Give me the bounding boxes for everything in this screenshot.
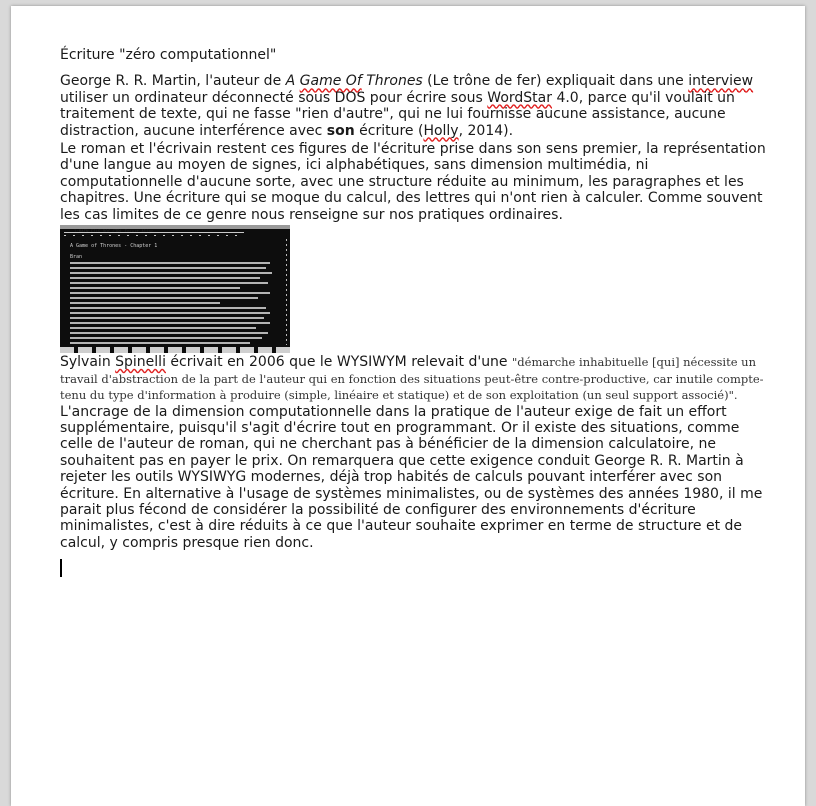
misspelled-word[interactable]: Spinelli <box>115 354 166 371</box>
text-cursor <box>60 559 62 577</box>
wordstar-ruler-ticks <box>64 235 244 236</box>
text-line <box>70 302 220 304</box>
italic-run: Thrones <box>361 73 423 90</box>
text-run: 4.0, parce qu'il voulait un traitement de texte, qui ne fasse "rien d'autre", qui ne lui fournisse aucune assistance, aucune distraction, aucune interférence avec <box>60 89 735 139</box>
text-line <box>70 292 270 294</box>
text-run: L'ancrage de la dimension computationnelle dans la pratique de l'auteur exige de fait un effort supplémentaire, puisqu'il s'agit d'écrire tout en programmant. Or il existe des situations, comme celle de l'auteur de roman, qui ne cherchant pas à bénéficier de la dimension calculatoire, ne souhaitent pas en payer le prix. On remarquera que cette exigence conduit George R. R. Martin à rejeter les outils WYSIWYG modernes, déjà trop habités de calculs pouvant interférer avec son écriture. En alternative à l'usage de systèmes minimalistes, ou de systèmes des années 1980, il me parait plus fécond de considérer la possibilité de configurer des environnements d'écriture minimalistes, c'est à dire réduits à ce que l'auteur souhaite exprimer en terme de structure et de calcul, y compris presque rien donc. <box>60 403 763 551</box>
text-line <box>70 332 268 334</box>
paragraph-2[interactable]: Le roman et l'écrivain restent ces figures de l'écriture prise dans son sens premier, la représentation d'une langue au moyen de signes, ici alphabétiques, sans dimension multimédia, ni computationnelle d'aucune sorte, avec une structure réduite au minimum, les paragraphes et les chapitres. Une écriture qui se moque du calcul, des lettres qui n'ont rien à calculer. Comme souvent les cas limites de ce genre nous renseigne sur nos pratiques ordinaires. <box>60 141 766 223</box>
italic-run: A <box>285 73 300 90</box>
document-page[interactable] <box>11 6 805 806</box>
paragraph-3[interactable] <box>60 354 768 551</box>
text-run: écrivait en 2006 que le WYSIWYM relevait d'une <box>165 354 512 371</box>
text-run: , 2014). <box>458 122 514 139</box>
paragraph-1[interactable] <box>60 73 768 139</box>
text-line <box>70 342 250 344</box>
text-line <box>70 337 262 339</box>
misspelled-word[interactable]: Holly <box>423 122 459 139</box>
text-run: Sylvain <box>60 354 116 371</box>
text-line <box>70 297 258 299</box>
text-run: écriture ( <box>354 122 424 139</box>
text-line <box>70 327 256 329</box>
text-line <box>70 312 270 314</box>
wordstar-ruler <box>64 232 244 233</box>
wordstar-name: Bran <box>70 254 83 261</box>
text-line <box>70 272 272 274</box>
text-run: George R. R. Martin, l'auteur de <box>60 73 286 90</box>
text-line <box>70 282 268 284</box>
text-line <box>70 307 266 309</box>
misspelled-word[interactable]: WordStar <box>487 89 552 106</box>
wordstar-right-margin <box>286 239 287 345</box>
wordstar-function-key-bar <box>60 347 290 353</box>
text-line <box>70 277 260 279</box>
wordstar-screenshot-image[interactable] <box>60 225 290 353</box>
quote-run: "démarche inhabituelle [qui] nécessite un travail d'abstraction de la part de l'auteur qui en fonction des situations peut-être contre-productive, car inutile compte-tenu du type d'information à produire (simple, linéaire et statique) et de son exploitation (un seul support associé)". <box>60 355 764 403</box>
bold-run: son <box>326 122 355 139</box>
text-run: (Le trône de fer) expliquait dans une <box>422 73 689 90</box>
misspelled-word[interactable]: Game Of <box>299 73 362 90</box>
text-line <box>70 322 270 324</box>
wordstar-heading: A Game of Thrones - Chapter 1 <box>70 243 158 250</box>
text-line <box>70 262 270 264</box>
misspelled-word[interactable]: interview <box>688 73 754 90</box>
document-body[interactable] <box>60 47 768 577</box>
text-line <box>70 267 266 269</box>
text-line <box>70 287 240 289</box>
document-title[interactable]: Écriture "zéro computationnel" <box>60 47 277 63</box>
text-line <box>70 317 264 319</box>
text-run: utiliser un ordinateur déconnecté sous DOS pour écrire sous <box>60 89 488 106</box>
